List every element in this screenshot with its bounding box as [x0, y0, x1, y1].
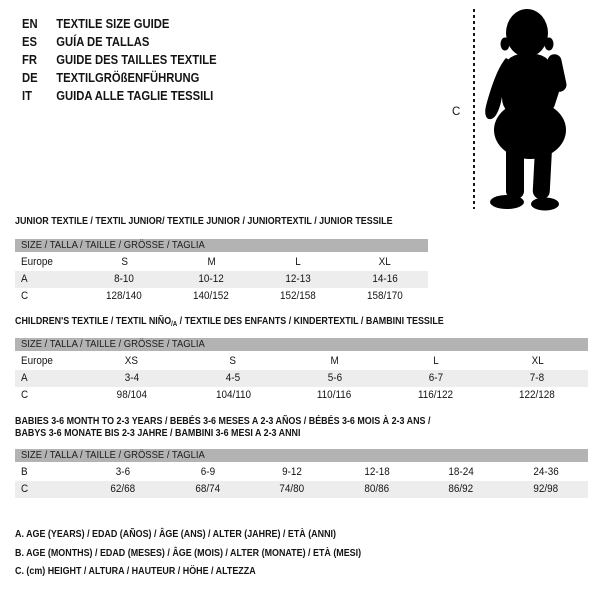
table-cell-text: 68/74 — [195, 483, 221, 495]
table-cell-text: 7-8 — [530, 372, 545, 384]
table-row-c — [15, 288, 428, 305]
table-cell-text: XL — [531, 355, 544, 367]
table-cell-text: 92/98 — [533, 483, 559, 495]
row-label — [15, 254, 81, 271]
language-label: GUIDE DES TAILLES TEXTILE — [56, 53, 217, 67]
table-cell-text: 116/122 — [418, 389, 454, 401]
table-cell — [385, 387, 486, 404]
language-label: TEXTILE SIZE GUIDE — [56, 17, 170, 31]
row-label — [15, 271, 81, 288]
table-cell-text: 4-5 — [225, 372, 241, 384]
table-cell-text: 122/128 — [519, 389, 556, 401]
table-cell-text: 9-12 — [282, 466, 303, 478]
language-list — [22, 15, 238, 105]
height-measure-label: C — [452, 106, 461, 118]
row-label — [15, 481, 81, 498]
table-cell-text: M — [206, 256, 216, 268]
table-cell — [250, 481, 335, 498]
table-cell-text: 12-18 — [364, 466, 390, 478]
table-cell — [255, 254, 342, 271]
section-heading-junior — [15, 215, 459, 227]
row-label-text: A — [21, 273, 28, 285]
table-cell — [487, 387, 588, 404]
table-cell — [284, 387, 385, 404]
footnote-a — [15, 525, 422, 544]
language-code: IT — [22, 89, 32, 103]
table-cell — [81, 353, 182, 370]
table-cell-text: 18-24 — [448, 466, 474, 478]
row-label-text: Europe — [21, 256, 53, 268]
table-cell — [81, 387, 182, 404]
table-cell-text: L — [295, 256, 301, 268]
table-cell-text: 6-9 — [200, 466, 215, 478]
table-cell-text: L — [433, 355, 439, 367]
table-row-c — [15, 387, 588, 404]
section-heading-children-text-rest: / TEXTILE DES ENFANTS / KINDERTEXTIL / BAMBINI TESSILE — [177, 315, 444, 327]
babies-size-table — [15, 449, 588, 498]
table-cell — [419, 481, 504, 498]
footnote-c-text: C. (cm) HEIGHT / ALTURA / HAUTEUR / HÖHE / ALTEZZA — [15, 565, 256, 577]
table-cell — [81, 464, 166, 481]
table-cell — [385, 370, 486, 387]
table-cell — [81, 254, 168, 271]
table-cell — [168, 254, 255, 271]
table-cell — [487, 370, 588, 387]
table-cell-text: 12-13 — [285, 273, 311, 285]
footnote-b — [15, 544, 422, 563]
language-code: FR — [22, 53, 38, 67]
language-row-fr — [22, 51, 238, 69]
table-cell-text: 24-36 — [533, 466, 559, 478]
language-code: ES — [22, 35, 38, 49]
table-cell-text: 5-6 — [327, 372, 342, 384]
row-label-text: C — [21, 483, 29, 495]
section-heading-children-subscript: /A — [171, 321, 178, 328]
table-cell — [81, 370, 182, 387]
table-row-europe — [15, 254, 428, 271]
language-row-de — [22, 69, 238, 87]
row-label-text: B — [21, 466, 28, 478]
table-size-header — [15, 338, 588, 351]
table-cell — [385, 353, 486, 370]
toddler-silhouette-icon — [480, 6, 576, 214]
height-measure-line — [473, 9, 475, 209]
table-cell-text: XS — [125, 355, 139, 367]
table-cell — [182, 370, 283, 387]
table-cell — [255, 288, 342, 305]
table-row-b — [15, 464, 588, 481]
language-code: EN — [22, 17, 38, 31]
table-cell — [341, 254, 428, 271]
table-cell — [81, 288, 168, 305]
row-label-text: C — [21, 290, 29, 302]
table-cell — [255, 271, 342, 288]
table-cell-text: 74/80 — [279, 483, 305, 495]
table-row-c — [15, 481, 588, 498]
language-row-it — [22, 87, 238, 105]
section-heading-junior-text: JUNIOR TEXTILE / TEXTIL JUNIOR/ TEXTILE JUNIOR / JUNIORTEXTIL / JUNIOR TESSILE — [15, 215, 393, 227]
table-cell — [166, 481, 251, 498]
height-figure — [448, 6, 583, 214]
language-row-es — [22, 33, 238, 51]
table-cell-text: 158/170 — [366, 290, 403, 302]
table-cell-text: M — [330, 355, 339, 367]
row-label — [15, 288, 81, 305]
table-cell — [335, 464, 420, 481]
table-cell-text: 10-12 — [198, 273, 224, 285]
table-size-header-text: SIZE / TALLA / TAILLE / GRÖSSE / TAGLIA — [21, 449, 205, 461]
table-row-a — [15, 271, 428, 288]
table-size-header-text: SIZE / TALLA / TAILLE / GRÖSSE / TAGLIA — [21, 239, 205, 251]
table-cell — [341, 288, 428, 305]
table-cell — [81, 481, 166, 498]
table-cell-text: 3-4 — [124, 372, 139, 384]
table-size-header — [15, 239, 428, 252]
table-cell-text: 86/92 — [448, 483, 474, 495]
row-label — [15, 387, 81, 404]
row-label-text: Europe — [21, 355, 53, 367]
table-cell-text: XL — [378, 256, 391, 268]
language-row-en — [22, 15, 238, 33]
table-cell — [166, 464, 251, 481]
table-cell — [182, 353, 283, 370]
section-heading-babies — [15, 416, 504, 439]
table-row-a — [15, 370, 588, 387]
table-size-header-text: SIZE / TALLA / TAILLE / GRÖSSE / TAGLIA — [21, 338, 205, 350]
footnote-c — [15, 562, 422, 581]
table-cell — [335, 481, 420, 498]
table-cell — [419, 464, 504, 481]
row-label — [15, 464, 81, 481]
junior-size-table — [15, 239, 428, 305]
table-cell — [487, 353, 588, 370]
table-cell-text: 128/140 — [106, 290, 143, 302]
table-cell-text: 62/68 — [110, 483, 136, 495]
table-cell — [284, 353, 385, 370]
section-heading-babies-line1: BABIES 3-6 MONTH TO 2-3 YEARS / BEBÉS 3-6 MESES A 2-3 AÑOS / BÉBÉS 3-6 MOIS À 2-3 ANS / — [15, 415, 431, 427]
table-cell-text: 3-6 — [116, 466, 131, 478]
table-cell — [81, 271, 168, 288]
table-cell — [504, 464, 589, 481]
table-size-header — [15, 449, 588, 462]
footnotes — [15, 525, 422, 581]
table-cell — [182, 387, 283, 404]
row-label-text: C — [21, 389, 29, 401]
table-cell — [284, 370, 385, 387]
table-cell-text: 98/104 — [116, 389, 147, 401]
footnote-a-text: A. AGE (YEARS) / EDAD (AÑOS) / ÂGE (ANS) / ALTER (JAHRE) / ETÀ (ANNI) — [15, 528, 336, 540]
table-cell-text: 104/110 — [215, 389, 251, 401]
language-label: TEXTILGRÖßENFÜHRUNG — [56, 71, 200, 85]
footnote-b-text: B. AGE (MONTHS) / EDAD (MESES) / ÂGE (MOIS) / ALTER (MONATE) / ETÀ (MESI) — [15, 546, 362, 559]
row-label — [15, 353, 81, 370]
row-label-text: A — [21, 372, 28, 384]
language-label: GUIDA ALLE TAGLIE TESSILI — [56, 89, 214, 103]
table-cell-text: 8-10 — [114, 273, 135, 285]
section-heading-babies-line2: BABYS 3-6 MONATE BIS 2-3 JAHRE / BAMBINI 3-6 MESI A 2-3 ANNI — [15, 426, 301, 439]
table-cell-text: 110/116 — [317, 389, 352, 401]
table-cell-text: 6-7 — [428, 372, 444, 384]
table-cell-text: S — [121, 256, 128, 268]
row-label — [15, 370, 81, 387]
section-heading-children-text: CHILDREN'S TEXTILE / TEXTIL NIÑO — [15, 315, 172, 327]
table-cell-text: S — [229, 355, 237, 367]
table-cell-text: 152/158 — [279, 290, 316, 302]
children-size-table — [15, 338, 588, 404]
table-cell-text: 140/152 — [193, 290, 230, 302]
table-cell-text: 14-16 — [371, 273, 398, 285]
silhouette-shape — [485, 9, 568, 211]
table-cell — [168, 288, 255, 305]
section-heading-children — [15, 315, 519, 328]
table-cell — [341, 271, 428, 288]
table-cell — [250, 464, 335, 481]
table-cell — [504, 481, 589, 498]
table-cell — [168, 271, 255, 288]
table-row-europe — [15, 353, 588, 370]
table-cell-text: 80/86 — [364, 483, 390, 495]
language-label: GUÍA DE TALLAS — [56, 35, 150, 49]
language-code: DE — [22, 71, 38, 85]
